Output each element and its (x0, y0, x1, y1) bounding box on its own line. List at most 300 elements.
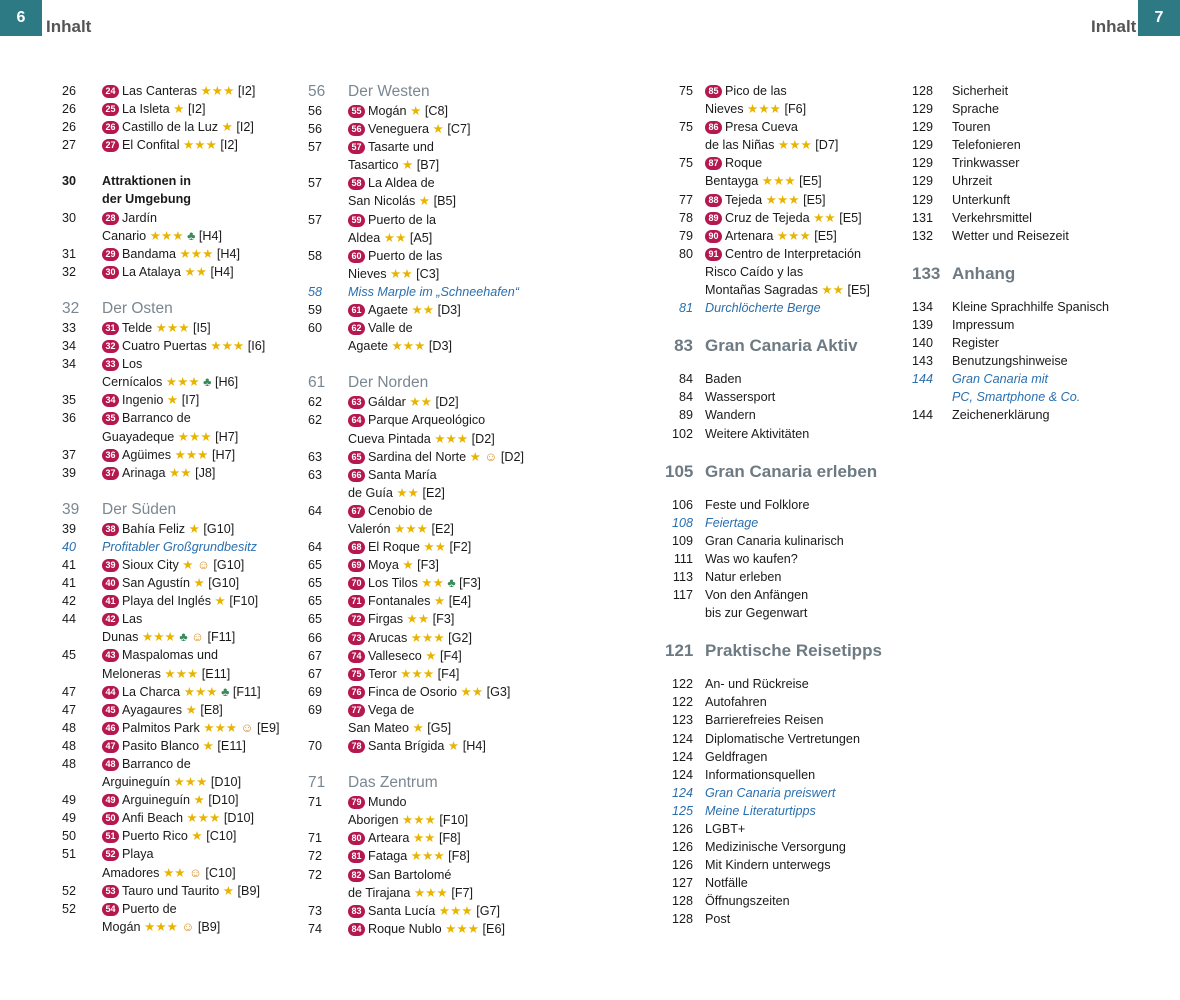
sight-number-badge: 57 (348, 141, 365, 154)
star-icon: ★ (155, 919, 167, 934)
toc-entry (308, 701, 558, 737)
sight-number-badge: 36 (102, 449, 119, 462)
toc-entry (912, 406, 1162, 424)
entry-text: 65 Sardina del Norte ★ ☺ [D2] (348, 448, 524, 466)
page-ref: 69 (308, 702, 323, 717)
entry-text: Gran Canaria erleben (705, 461, 878, 481)
page-ref: 126 (671, 822, 693, 836)
page-ref: 63 (308, 449, 323, 464)
sight-number-badge: 58 (348, 177, 365, 190)
toc-entry (62, 683, 312, 701)
sight-number-badge: 44 (102, 686, 119, 699)
star-icon: ★ (417, 612, 430, 627)
toc-entry (665, 425, 915, 443)
sight-number-badge: 34 (102, 394, 119, 407)
star-icon: ★ (225, 720, 238, 735)
entry-text: Natur erleben (705, 569, 782, 584)
star-icon: ★ (401, 266, 413, 281)
star-icon: ★ (436, 885, 448, 900)
entry-text: Profitabler Großgrundbesitz (102, 539, 257, 554)
sight-number-badge: 49 (102, 794, 119, 807)
page-ref: 65 (308, 558, 323, 573)
entry-text: 34 Ingenio ★ [I7] (102, 391, 199, 409)
star-icon: ★ (232, 339, 245, 354)
star-icon: ★ (422, 303, 435, 318)
entry-text: 30 La Atalaya ★★ [H4] (102, 263, 234, 281)
toc-entry (62, 809, 312, 827)
sight-number-badge: 30 (102, 266, 119, 279)
toc-entry (308, 283, 558, 301)
toc-entry (62, 520, 312, 538)
star-icon: ★ (418, 194, 431, 209)
entry-text: 56 Veneguera ★ [C7] (348, 120, 470, 138)
star-icon: ★ (776, 228, 789, 243)
page-ref: 47 (62, 702, 77, 717)
page-ref: 57 (308, 140, 323, 155)
toc-entry (308, 102, 558, 120)
sight-number-badge: 42 (102, 613, 119, 626)
entry-text: Unterkunft (952, 192, 1011, 207)
page-ref: 33 (62, 320, 77, 335)
toc-entry (62, 556, 312, 574)
toc-entry (912, 82, 1162, 100)
page-ref: 51 (62, 847, 77, 862)
star-icon: ★ (182, 557, 194, 572)
page-ref: 32 (62, 264, 77, 279)
star-icon: ★ (406, 612, 418, 627)
entry-text: Bentayga ★★★ [E5] (705, 174, 822, 189)
page-ref: 75 (678, 120, 693, 135)
entry-text: Aldea ★★ [A5] (348, 230, 433, 245)
toc-entry (912, 100, 1162, 118)
star-icon: ★ (191, 829, 203, 844)
entry-text: 39 Sioux City ★ ☺ [G10] (102, 556, 244, 574)
toc-entry (62, 391, 312, 409)
star-icon: ★ (414, 339, 426, 354)
star-icon: ★ (784, 174, 796, 189)
page-number-left: 6 (0, 0, 42, 36)
entry-text: San Nicolás ★ [B5] (348, 194, 457, 209)
page-ref: 30 (62, 210, 77, 225)
sight-number-badge: 64 (348, 414, 365, 427)
star-icon: ★ (402, 813, 414, 828)
page-ref: 129 (912, 192, 934, 207)
entry-text: 81 Fataga ★★★ [F8] (348, 847, 470, 865)
star-icon: ★ (197, 447, 209, 462)
page-ref: 124 (671, 785, 693, 800)
sight-number-badge: 80 (348, 832, 365, 845)
toc-entry (308, 393, 558, 411)
page-ref: 128 (671, 894, 693, 909)
page-ref: 122 (671, 677, 693, 692)
entry-text: 26 Castillo de la Luz ★ [I2] (102, 118, 254, 136)
page-ref: 134 (912, 299, 934, 314)
entry-text: Verkehrsmittel (952, 210, 1032, 225)
star-icon: ★ (405, 521, 417, 536)
entry-text: Dunas ★★★ ♣ ☺ [F11] (102, 630, 236, 645)
page-ref: 49 (62, 811, 77, 826)
toc-entry (308, 920, 558, 938)
child-icon: ☺ (484, 449, 498, 464)
toc-entry (62, 172, 312, 208)
toc-section-heading (912, 263, 1162, 285)
entry-text: Baden (705, 372, 742, 387)
star-icon: ★ (425, 648, 437, 663)
toc-entry (62, 737, 312, 755)
page-ref: 144 (912, 408, 934, 423)
sight-number-badge: 68 (348, 541, 365, 554)
page-ref: 66 (308, 630, 323, 645)
page-ref: 79 (678, 228, 693, 243)
star-icon: ★ (456, 431, 469, 446)
page-ref: 65 (308, 576, 323, 591)
entry-text: 37 Arinaga ★★ [J8] (102, 464, 215, 482)
sight-number-badge: 62 (348, 322, 365, 335)
toc-column-4 (912, 82, 1162, 425)
star-icon: ★ (765, 192, 777, 207)
toc-entry (308, 829, 558, 847)
entry-text: 51 Puerto Rico ★ [C10] (102, 827, 236, 845)
star-icon: ★ (203, 720, 215, 735)
page-ref: 52 (62, 901, 77, 916)
page-ref: 39 (62, 500, 80, 518)
entry-text: 44 La Charca ★★★ ♣ [F11] (102, 683, 261, 701)
page-ref: 74 (308, 921, 323, 936)
star-icon: ★ (747, 102, 759, 117)
star-icon: ★ (188, 375, 200, 390)
page-ref: 45 (62, 648, 77, 663)
entry-text: Valerón ★★★ [E2] (348, 521, 454, 536)
page-ref: 57 (308, 212, 323, 227)
entry-text: 58 La Aldea de (348, 174, 456, 192)
entry-text: Agaete ★★★ [D3] (348, 339, 452, 354)
sight-number-badge: 46 (102, 722, 119, 735)
toc-entry (62, 719, 312, 737)
toc-entry (665, 748, 915, 766)
page-ref: 56 (308, 83, 326, 100)
star-icon: ★ (413, 813, 425, 828)
entry-text: LGBT+ (705, 822, 746, 836)
toc-entry (308, 211, 558, 247)
sight-number-badge: 50 (102, 812, 119, 825)
star-icon: ★ (166, 919, 178, 934)
entry-text: Diplomatische Vertretungen (705, 731, 860, 746)
entry-text: 90 Artenara ★★★ [E5] (705, 227, 837, 245)
sight-number-badge: 79 (348, 796, 365, 809)
entry-text: Gran Canaria mit (952, 372, 1049, 387)
sight-number-badge: 33 (102, 358, 119, 371)
page-ref: 132 (912, 228, 934, 243)
entry-text: Öffnungszeiten (705, 894, 790, 909)
entry-text: Praktische Reisetipps (705, 641, 882, 661)
toc-entry (62, 900, 312, 936)
page-ref: 26 (62, 120, 77, 135)
entry-text: Sprache (952, 102, 999, 117)
entry-text: Autofahren (705, 695, 767, 710)
entry-text: An- und Rückreise (705, 677, 809, 692)
star-icon: ★ (773, 174, 785, 189)
sight-number-badge: 54 (102, 903, 119, 916)
star-icon: ★ (469, 449, 481, 464)
page-ref: 102 (671, 426, 693, 441)
entry-text: 61 Agaete ★★ [D3] (348, 301, 461, 319)
page-ref: 133 (912, 263, 941, 283)
toc-entry (912, 298, 1162, 316)
entry-text: Guayadeque ★★★ [H7] (102, 429, 239, 444)
sight-number-badge: 78 (348, 740, 365, 753)
entry-text: Arguineguín ★★★ [D10] (102, 775, 242, 790)
star-icon: ★ (396, 485, 408, 500)
page-ref: 62 (308, 395, 323, 410)
toc-entry (665, 299, 915, 317)
sight-number-badge: 35 (102, 412, 119, 425)
star-icon: ★ (800, 138, 812, 153)
star-icon: ★ (168, 465, 181, 480)
toc-entry (308, 793, 558, 829)
entry-text: Cueva Pintada ★★★ [D2] (348, 431, 495, 446)
sight-number-badge: 83 (348, 905, 365, 918)
toc-column-1 (62, 82, 312, 936)
entry-text: 49 Arguineguín ★ [D10] (102, 791, 238, 809)
toc-section-heading (62, 500, 312, 520)
star-icon: ★ (164, 666, 176, 681)
sight-number-badge: 39 (102, 559, 119, 572)
toc-entry (308, 683, 558, 701)
star-icon: ★ (175, 666, 187, 681)
entry-text: Der Norden (348, 374, 429, 392)
star-icon: ★ (413, 885, 426, 900)
toc-entry (62, 610, 312, 646)
star-icon: ★ (196, 775, 208, 790)
page-ref: 113 (672, 569, 693, 584)
entry-text: Wandern (705, 408, 756, 423)
toc-entry (308, 556, 558, 574)
page-ref: 64 (308, 540, 323, 555)
star-icon: ★ (195, 264, 207, 279)
star-icon: ★ (186, 811, 198, 826)
entry-text: 80 Arteara ★★ [F8] (348, 829, 461, 847)
entry-text: 48 Barranco de (102, 755, 241, 773)
entry-text: Meine Literaturtipps (705, 803, 816, 818)
toc-section-heading (665, 640, 915, 662)
toc-entry (665, 227, 915, 245)
toc-entry (665, 892, 915, 910)
page-ref: 71 (308, 795, 323, 810)
page-ref: 129 (912, 138, 934, 153)
star-icon: ★ (211, 84, 224, 98)
entry-text: 63 Gáldar ★★ [D2] (348, 393, 459, 411)
entry-text: PC, Smartphone & Co. (952, 390, 1081, 405)
toc-entry (665, 388, 915, 406)
star-icon: ★ (162, 865, 175, 880)
toc-entry (62, 464, 312, 482)
star-icon: ★ (788, 192, 800, 207)
toc-entry (665, 784, 915, 802)
entry-text: Trinkwasser (952, 156, 1020, 171)
entry-text: Barrierefreies Reisen (705, 713, 824, 728)
entry-text: Was wo kaufen? (705, 551, 798, 566)
page-ref: 117 (672, 588, 693, 603)
toc-entry (665, 191, 915, 209)
entry-text: Feiertage (705, 515, 759, 530)
entry-text: 57 Tasarte und (348, 138, 439, 156)
star-icon: ★ (461, 903, 473, 918)
toc-entry (62, 409, 312, 445)
toc-entry (62, 538, 312, 556)
star-icon: ★ (177, 429, 190, 444)
toc-entry (62, 827, 312, 845)
star-icon: ★ (394, 521, 406, 536)
sight-number-badge: 69 (348, 559, 365, 572)
sight-number-badge: 63 (348, 396, 365, 409)
entry-text: 89 Cruz de Tejeda ★★ [E5] (705, 209, 862, 227)
entry-text: Miss Marple im „Schneehafen“ (348, 284, 520, 299)
star-icon: ★ (445, 921, 457, 936)
star-icon: ★ (471, 684, 484, 699)
star-icon: ★ (193, 576, 205, 591)
star-icon: ★ (412, 721, 424, 735)
star-icon: ★ (174, 865, 186, 880)
sight-number-badge: 87 (705, 157, 722, 170)
entry-text: Register (952, 336, 999, 351)
entry-text: Das Zentrum (348, 774, 438, 792)
toc-entry (62, 245, 312, 263)
page-ref: 52 (62, 883, 77, 898)
toc-entry (62, 791, 312, 809)
star-icon: ★ (422, 630, 434, 645)
entry-text: 62 Valle de (348, 319, 452, 337)
entry-text: 42 Las (102, 610, 235, 628)
entry-text: 45 Ayagaures ★ [E8] (102, 701, 223, 719)
entry-text: Post (705, 912, 731, 927)
toc-section-heading (308, 373, 558, 393)
entry-text: Weitere Aktivitäten (705, 426, 810, 441)
star-icon: ★ (824, 210, 836, 225)
entry-text: Telefonieren (952, 138, 1021, 153)
star-icon: ★ (433, 849, 445, 864)
toc-entry (308, 610, 558, 628)
toc-section-heading (665, 335, 915, 357)
page-ref: 126 (671, 858, 693, 873)
star-icon: ★ (214, 594, 226, 609)
page-ref: 41 (62, 576, 77, 591)
toc-entry (308, 466, 558, 502)
star-icon: ★ (407, 485, 419, 500)
toc-entry (665, 910, 915, 928)
page-ref: 72 (308, 867, 323, 882)
star-icon: ★ (409, 395, 421, 410)
page-ref: 129 (912, 174, 934, 189)
star-icon: ★ (401, 158, 414, 173)
page-ref: 124 (671, 767, 693, 782)
star-icon: ★ (189, 429, 201, 444)
star-icon: ★ (433, 594, 446, 609)
entry-text: Montañas Sagradas ★★ [E5] (705, 283, 870, 298)
entry-text: 67 Cenobio de (348, 502, 454, 520)
entry-text: 55 Mogán ★ [C8] (348, 102, 448, 120)
star-icon: ★ (222, 883, 235, 898)
toc-entry (308, 866, 558, 902)
toc-entry (665, 82, 915, 118)
family-icon: ♣ (447, 576, 456, 591)
sight-number-badge: 76 (348, 686, 365, 699)
page-ref: 128 (912, 84, 934, 98)
sight-number-badge: 41 (102, 595, 119, 608)
star-icon: ★ (141, 630, 154, 645)
star-icon: ★ (423, 540, 435, 555)
star-icon: ★ (420, 395, 432, 410)
page-ref: 65 (308, 612, 323, 627)
entry-text: 77 Vega de (348, 701, 451, 719)
star-icon: ★ (149, 228, 161, 243)
toc-section-heading (308, 773, 558, 793)
page-ref: 80 (678, 246, 693, 261)
entry-text: Nieves ★★★ [F6] (705, 102, 807, 117)
page-ref: 70 (308, 739, 323, 754)
toc-entry (912, 191, 1162, 209)
toc-entry (62, 263, 312, 281)
toc-entry (62, 100, 312, 118)
page-ref: 48 (62, 720, 77, 735)
page-ref: 58 (308, 248, 323, 263)
star-icon: ★ (197, 811, 210, 826)
toc-entry (665, 874, 915, 892)
sight-number-badge: 37 (102, 467, 119, 480)
star-icon: ★ (194, 138, 206, 153)
toc-entry (308, 574, 558, 592)
toc-entry (62, 755, 312, 791)
toc-entry (665, 802, 915, 820)
toc-entry (665, 154, 915, 190)
child-icon: ☺ (191, 630, 204, 645)
star-icon: ★ (821, 283, 833, 298)
toc-entry (308, 448, 558, 466)
entry-text: Aborigen ★★★ [F10] (348, 813, 469, 828)
sight-number-badge: 38 (102, 523, 119, 536)
entry-text: Tasartico ★ [B7] (348, 158, 440, 173)
sight-number-badge: 26 (102, 121, 119, 134)
toc-entry (912, 209, 1162, 227)
sight-number-badge: 90 (705, 230, 722, 243)
star-icon: ★ (177, 375, 189, 390)
sight-number-badge: 65 (348, 451, 365, 464)
page-ref: 73 (308, 903, 323, 918)
page-number-right: 7 (1138, 0, 1180, 36)
page-ref: 125 (671, 803, 693, 818)
star-icon: ★ (210, 339, 222, 354)
entry-text: Gran Canaria preiswert (705, 785, 836, 800)
entry-text: Anhang (952, 263, 1016, 283)
toc-entry (912, 118, 1162, 136)
toc-entry (665, 586, 915, 622)
sight-number-badge: 67 (348, 505, 365, 518)
entry-text: 69 Moya ★ [F3] (348, 556, 439, 574)
star-icon: ★ (155, 320, 167, 335)
page-ref: 42 (62, 594, 77, 609)
toc-entry (62, 701, 312, 719)
entry-text: 28 Jardín (102, 209, 222, 227)
entry-text: 59 Puerto de la (348, 211, 436, 229)
sight-number-badge: 60 (348, 250, 365, 263)
toc-entry (912, 316, 1162, 334)
toc-entry (912, 172, 1162, 190)
page-ref: 129 (912, 102, 934, 117)
star-icon: ★ (180, 465, 192, 480)
star-icon: ★ (813, 210, 825, 225)
page-ref: 71 (308, 831, 323, 846)
family-icon: ♣ (221, 684, 230, 699)
star-icon: ★ (194, 684, 207, 699)
